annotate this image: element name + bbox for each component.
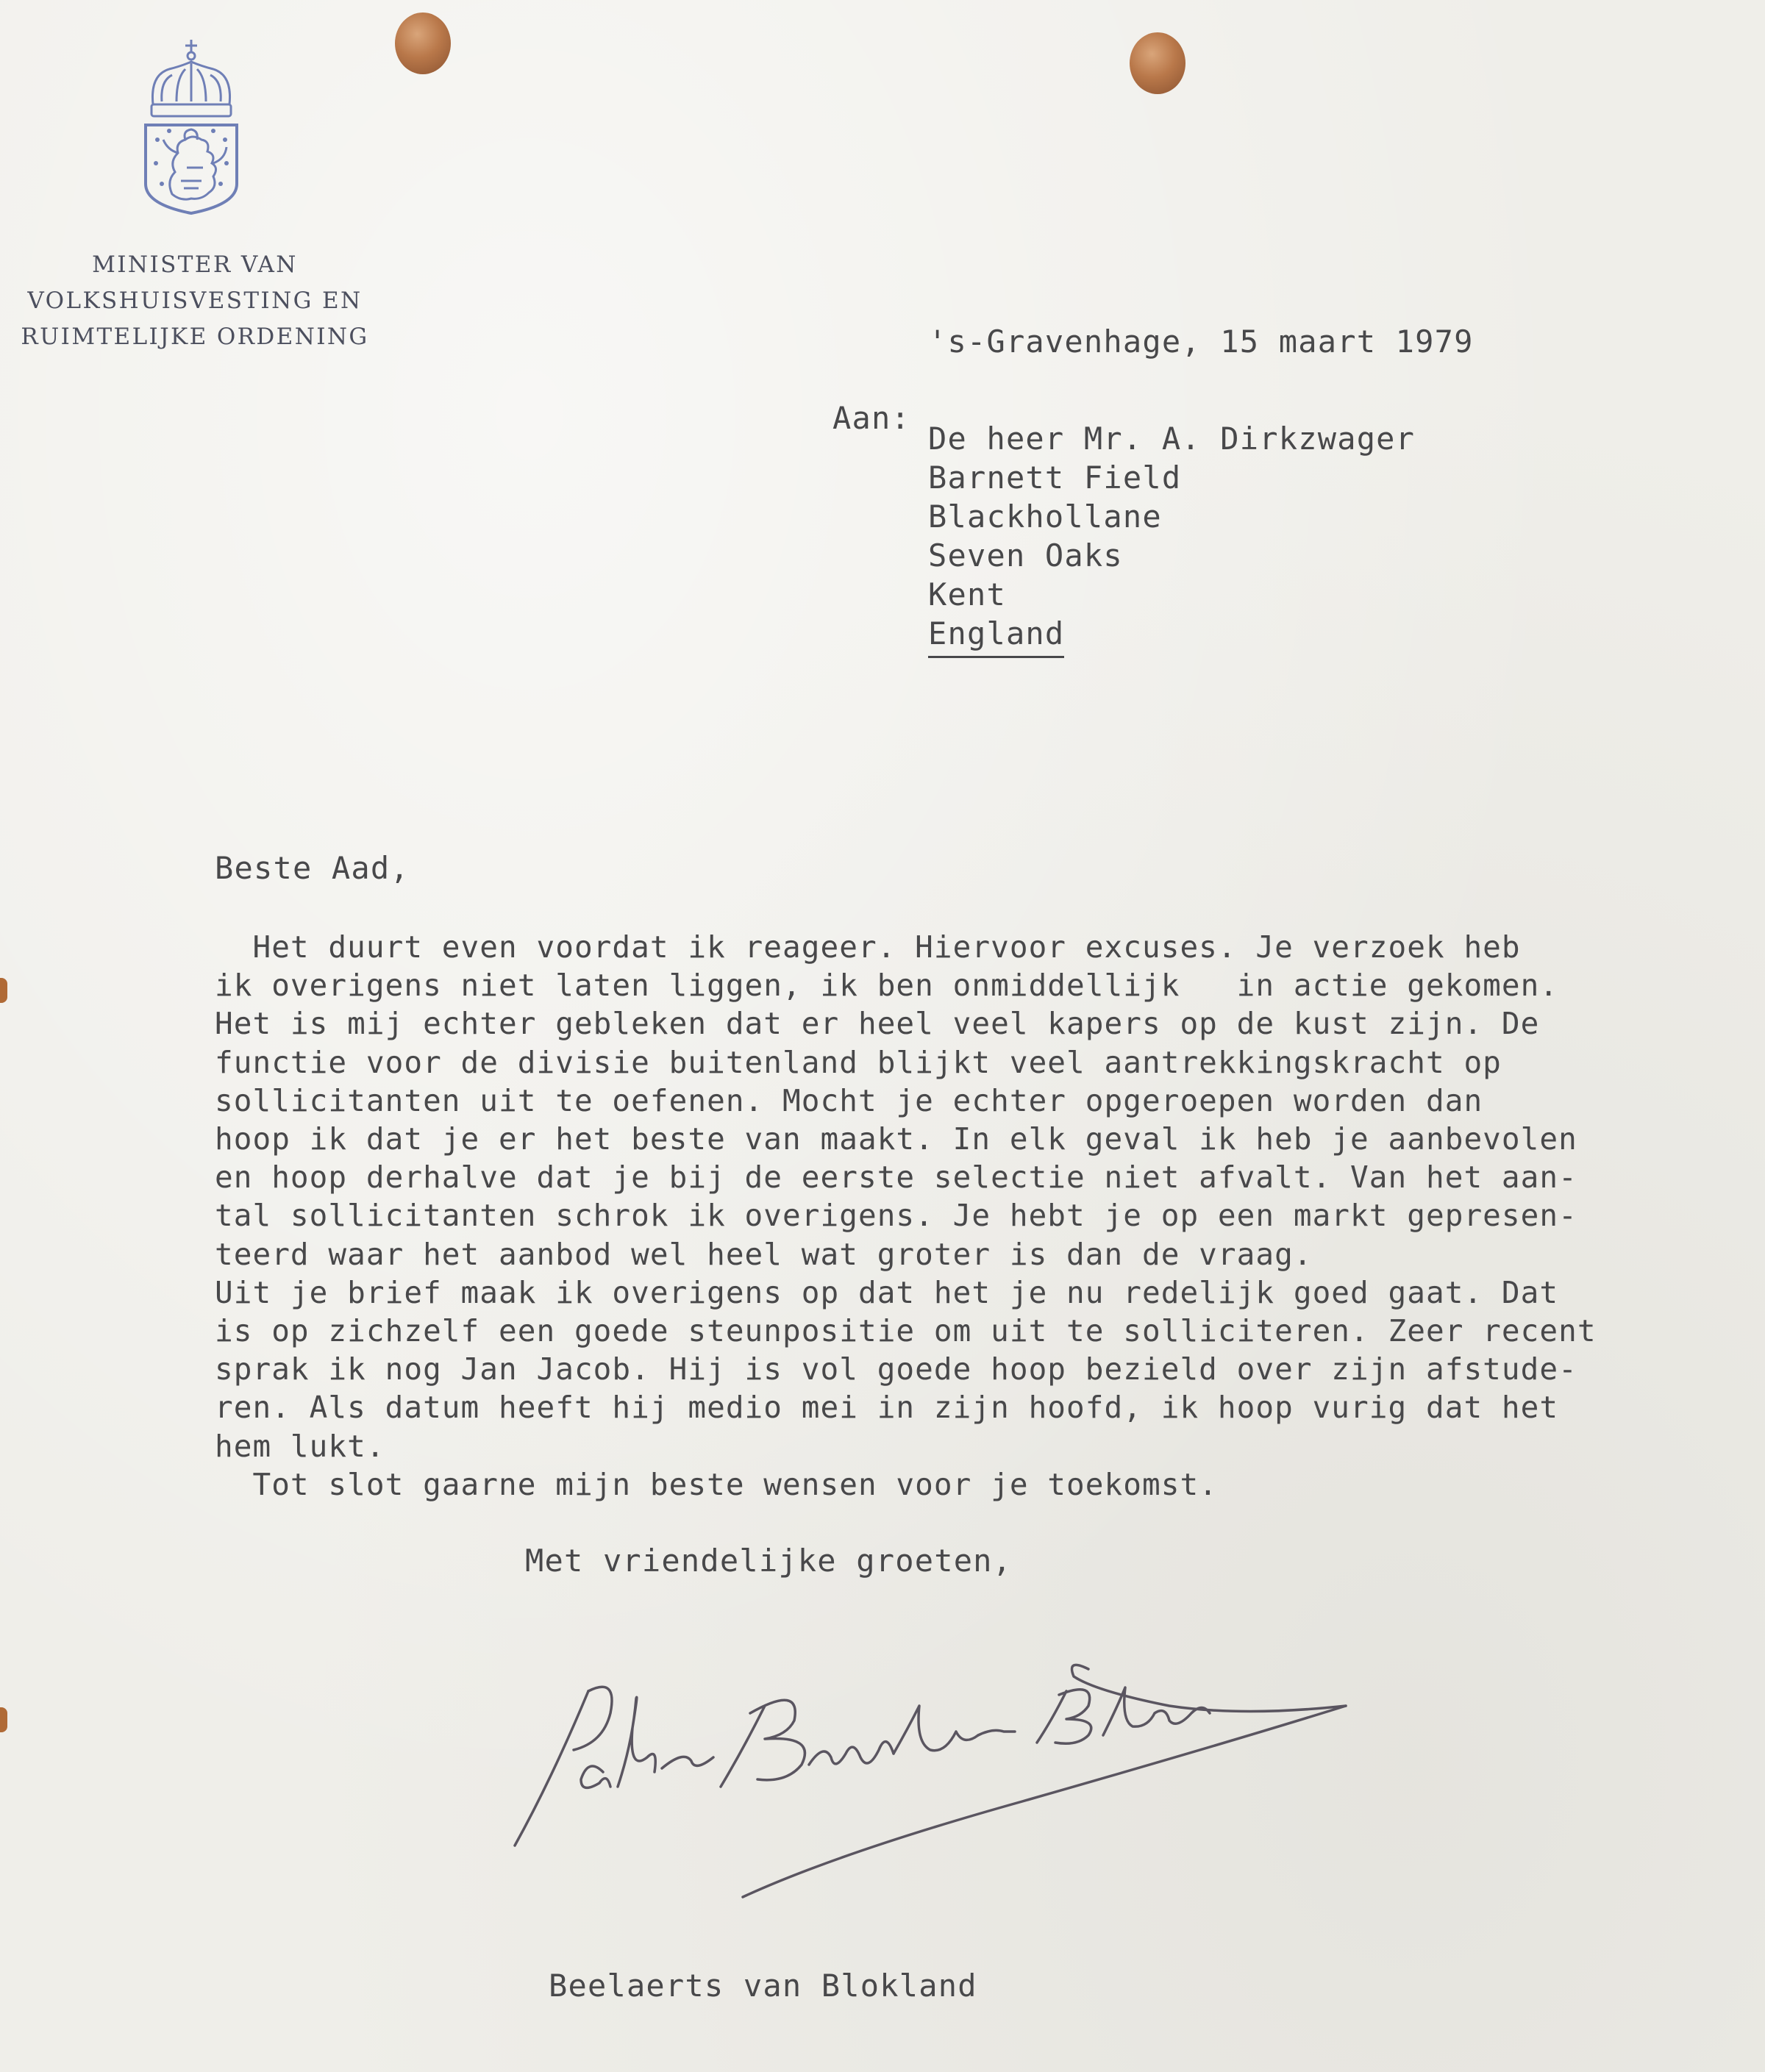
pin-mark-right [1130, 32, 1185, 94]
closing-line: Met vriendelijke groeten, [525, 1543, 1013, 1579]
salutation: Beste Aad, [215, 850, 410, 886]
recipient-label: Aan: [832, 400, 910, 436]
address-line: Barnett Field [928, 460, 1182, 496]
letter-body [215, 928, 1656, 1504]
letterhead-line: MINISTER VAN [92, 251, 298, 278]
body-line: Het is mij echter gebleken dat er heel veel kapers op de kust zijn. De [215, 1006, 1540, 1042]
body-line: ik overigens niet laten liggen, ik ben onmiddellijk in actie gekomen. [215, 968, 1559, 1004]
handwritten-signature [507, 1662, 1625, 1919]
body-line: teerd waar het aanbod wel heel wat groter is dan de vraag. [215, 1236, 1313, 1272]
address-line: Kent [928, 576, 1006, 612]
address-line: De heer Mr. A. Dirkzwager [928, 421, 1416, 457]
signer-name: Beelaerts van Blokland [549, 1968, 977, 2004]
body-line: is op zichzelf een goede steunpositie om uit te solliciteren. Zeer recent [215, 1313, 1597, 1349]
edge-mark-lower [0, 1707, 7, 1732]
body-line: hem lukt. [215, 1428, 385, 1464]
date-line: 's-Gravenhage, 15 maart 1979 [928, 324, 1474, 360]
address-line: Blackhollane [928, 499, 1162, 535]
body-line: sprak ik nog Jan Jacob. Hij is vol goede hoop bezield over zijn afstude- [215, 1351, 1577, 1387]
address-line: Seven Oaks [928, 537, 1123, 574]
edge-mark-upper [0, 978, 7, 1003]
dutch-royal-coat-of-arms-icon [140, 37, 243, 215]
body-line: sollicitanten uit te oefenen. Mocht je echter opgeroepen worden dan [215, 1082, 1483, 1118]
body-line: tal sollicitanten schrok ik overigens. Je hebt je op een markt gepresen- [215, 1198, 1577, 1234]
body-line: Tot slot gaarne mijn beste wensen voor je toekomst. [215, 1466, 1218, 1502]
body-line: Uit je brief maak ik overigens op dat het je nu redelijk goed gaat. Dat [215, 1274, 1559, 1310]
letterhead-line: RUIMTELIJKE ORDENING [21, 324, 369, 350]
body-line: hoop ik dat je er het beste van maakt. In elk geval ik heb je aanbevolen [215, 1121, 1577, 1157]
body-line: Het duurt even voordat ik reageer. Hiervoor excuses. Je verzoek heb [215, 929, 1521, 965]
letterhead [7, 247, 382, 355]
letterhead-line: VOLKSHUISVESTING EN [27, 287, 363, 314]
body-line: en hoop derhalve dat je bij de eerste selectie niet afvalt. Van het aan- [215, 1160, 1577, 1196]
body-line: functie voor de divisie buitenland blijkt veel aantrekkingskracht op [215, 1044, 1502, 1080]
pin-mark-left [395, 12, 451, 74]
body-line: ren. Als datum heeft hij medio mei in zijn hoofd, ik hoop vurig dat het [215, 1390, 1559, 1426]
recipient-address [928, 419, 1415, 658]
address-country: England [928, 614, 1064, 658]
